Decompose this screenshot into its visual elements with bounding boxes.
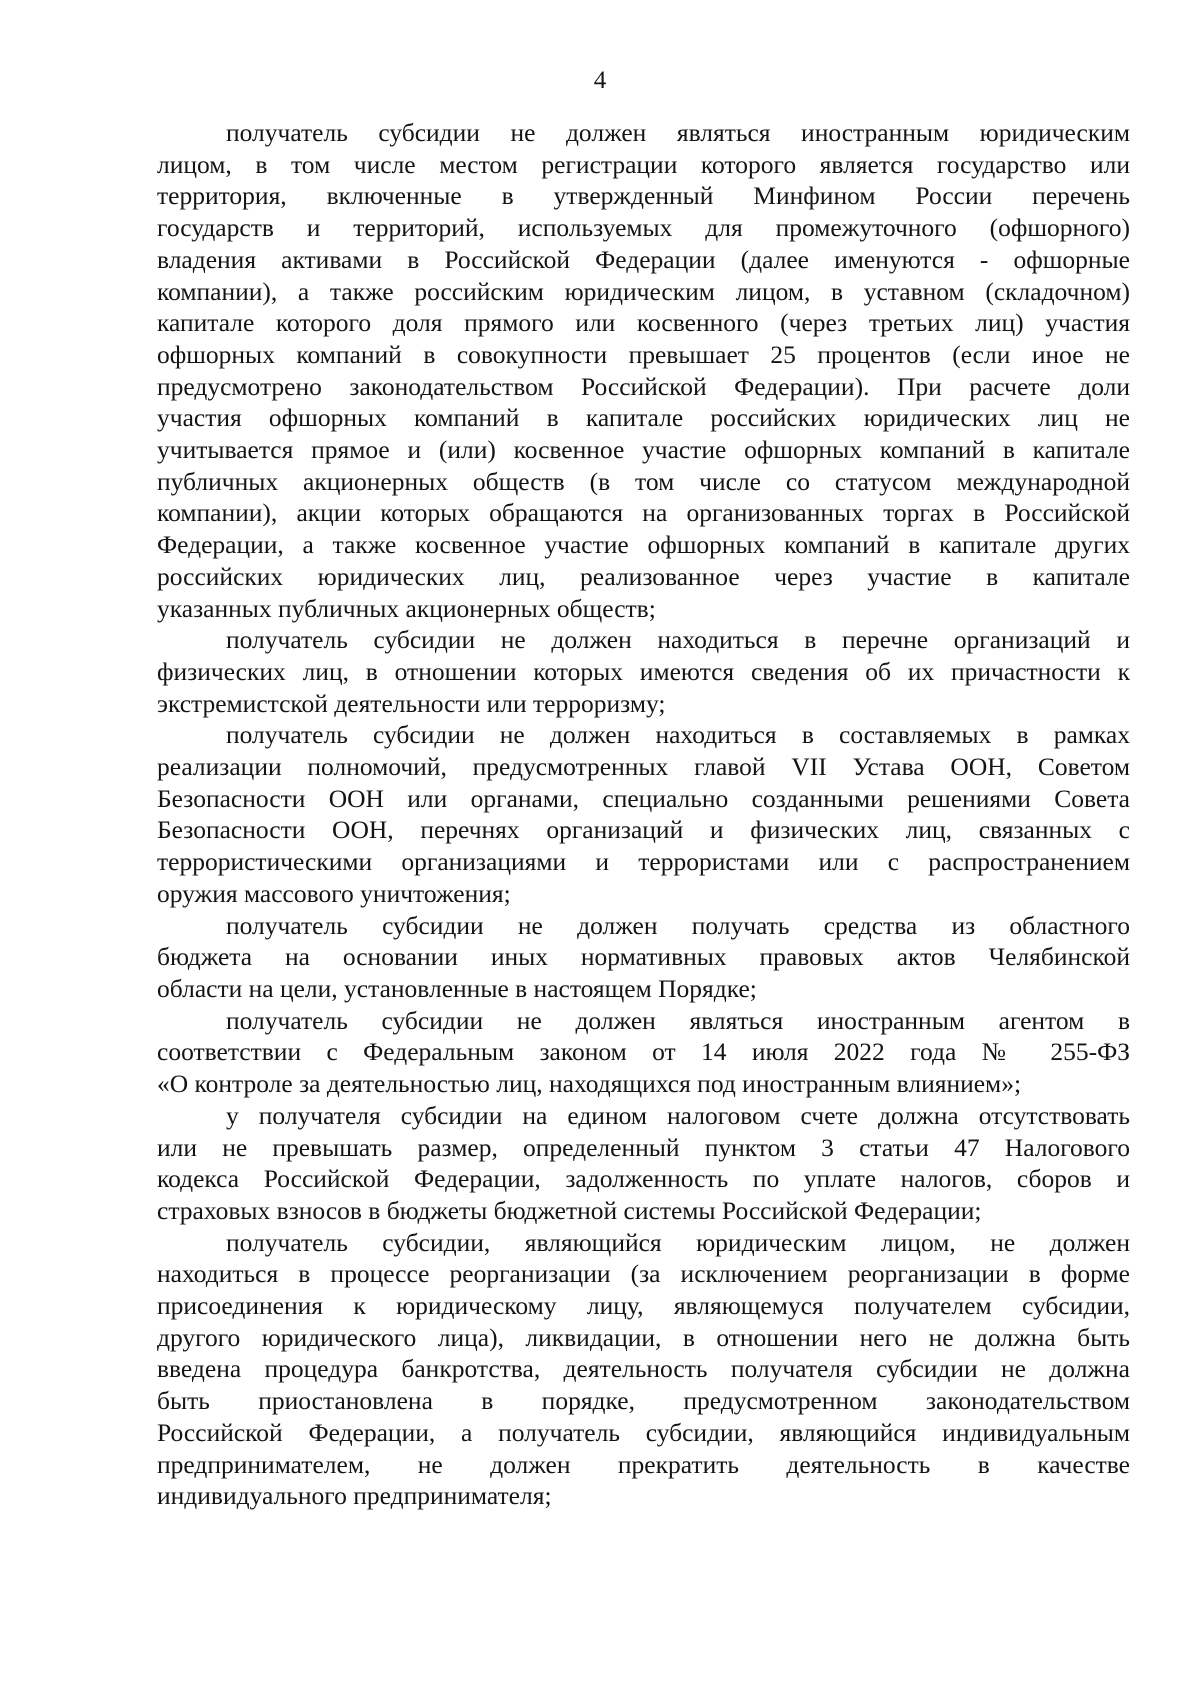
paragraph-line: кодекса Российской Федерации, задолженность по уплате налогов, сборов и	[157, 1164, 1130, 1194]
paragraph-line: офшорных компаний в совокупности превышает 25 процентов (если иное не	[157, 339, 1130, 369]
paragraph-line: государств и территорий, используемых для промежуточного (офшорного)	[157, 213, 1130, 243]
paragraph-line: получатель субсидии не должен находиться в перечне организаций и	[226, 625, 1130, 655]
paragraph-line: получатель субсидии, являющийся юридическим лицом, не должен	[226, 1227, 1130, 1257]
document-body	[157, 117, 1130, 1512]
paragraph-line: области на цели, установленные в настоящем Порядке;	[157, 973, 757, 1003]
paragraph-line: участия офшорных компаний в капитале российских юридических лиц не	[157, 403, 1130, 433]
paragraph-line: находиться в процессе реорганизации (за исключением реорганизации в форме	[157, 1259, 1130, 1289]
paragraph-line: Российской Федерации, а получатель субсидии, являющийся индивидуальным	[157, 1417, 1130, 1447]
paragraph-line: предпринимателем, не должен прекратить деятельность в качестве	[157, 1449, 1130, 1479]
paragraph-line: введена процедура банкротства, деятельность получателя субсидии не должна	[157, 1354, 1130, 1384]
paragraph-line: получатель субсидии не должен являться иностранным агентом в	[226, 1005, 1130, 1035]
paragraph-line: получатель субсидии не должен находиться в составляемых в рамках	[226, 720, 1130, 750]
paragraph-line: лицом, в том числе местом регистрации которого является государство или	[157, 149, 1130, 179]
paragraph-line: физических лиц, в отношении которых имеются сведения об их причастности к	[157, 656, 1130, 686]
paragraph	[157, 1100, 1130, 1227]
paragraph-line: реализации полномочий, предусмотренных главой VII Устава ООН, Советом	[157, 752, 1130, 782]
paragraph-line: у получателя субсидии на едином налоговом счете должна отсутствовать	[226, 1100, 1130, 1130]
paragraph	[157, 117, 1130, 624]
paragraph-line: оружия массового уничтожения;	[157, 878, 511, 908]
paragraph-line: индивидуального предпринимателя;	[157, 1481, 552, 1511]
paragraph	[157, 1227, 1130, 1512]
paragraph-line: предусмотрено законодательством Российской Федерации). При расчете доли	[157, 371, 1130, 401]
paragraph	[157, 719, 1130, 909]
paragraph-line: Безопасности ООН, перечнях организаций и физических лиц, связанных с	[157, 815, 1130, 845]
paragraph-line: или не превышать размер, определенный пунктом 3 статьи 47 Налогового	[157, 1132, 1130, 1162]
paragraph-line: бюджета на основании иных нормативных правовых актов Челябинской	[157, 942, 1130, 972]
paragraph-line: другого юридического лица), ликвидации, в отношении него не должна быть	[157, 1322, 1130, 1352]
paragraph-line: экстремистской деятельности или терроризму;	[157, 688, 666, 718]
paragraph-line: компании), а также российским юридическим лицом, в уставном (складочном)	[157, 276, 1130, 306]
paragraph-line: капитале которого доля прямого или косвенного (через третьих лиц) участия	[157, 308, 1130, 338]
paragraph-line: территория, включенные в утвержденный Минфином России перечень	[157, 181, 1130, 211]
paragraph-line: учитывается прямое и (или) косвенное участие офшорных компаний в капитале	[157, 435, 1130, 465]
paragraph-line: Безопасности ООН или органами, специально созданными решениями Совета	[157, 783, 1130, 813]
paragraph-line: получатель субсидии не должен являться иностранным юридическим	[226, 118, 1130, 147]
paragraph-line: присоединения к юридическому лицу, являющемуся получателем субсидии,	[157, 1291, 1130, 1321]
paragraph-line: соответствии с Федеральным законом от 14 июля 2022 года № 255-ФЗ	[157, 1037, 1130, 1067]
paragraph-line: быть приостановлена в порядке, предусмотренном законодательством	[157, 1386, 1130, 1416]
paragraph	[157, 1005, 1130, 1100]
paragraph	[157, 910, 1130, 1005]
paragraph-line: получатель субсидии не должен получать средства из областного	[226, 910, 1130, 940]
paragraph-line: террористическими организациями и террористами или с распространением	[157, 847, 1130, 877]
paragraph	[157, 624, 1130, 719]
paragraph-line: российских юридических лиц, реализованное через участие в капитале	[157, 561, 1130, 591]
paragraph-line: владения активами в Российской Федерации (далее именуются - офшорные	[157, 244, 1130, 274]
paragraph-line: указанных публичных акционерных обществ;	[157, 593, 656, 623]
paragraph-line: Федерации, а также косвенное участие офшорных компаний в капитале других	[157, 530, 1130, 560]
paragraph-line: публичных акционерных обществ (в том числе со статусом международной	[157, 466, 1130, 496]
paragraph-line: страховых взносов в бюджеты бюджетной системы Российской Федерации;	[157, 1195, 982, 1225]
paragraph-line: «О контроле за деятельностью лиц, находящихся под иностранным влиянием»;	[157, 1069, 1022, 1099]
paragraph-line: компании), акции которых обращаются на организованных торгах в Российской	[157, 498, 1130, 528]
page-number: 4	[593, 67, 607, 94]
